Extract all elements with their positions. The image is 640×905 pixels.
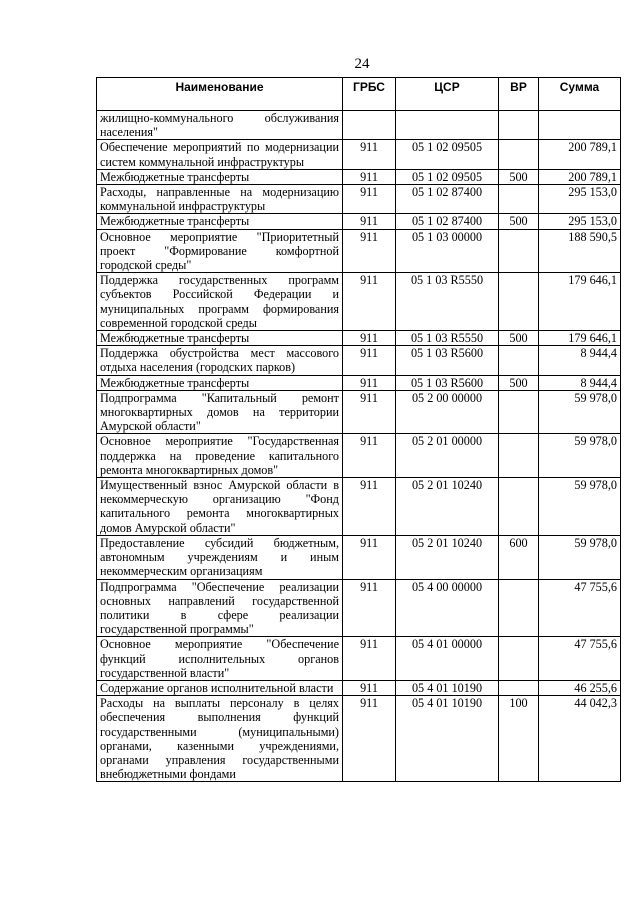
cell-name: Основное мероприятие "Приоритетный проект "Формирование комфортной городской среды" [97,229,343,273]
cell-name: жилищно-коммунального обслуживания населения" [97,111,343,140]
table-row [97,331,621,346]
cell-grbs: 911 [343,169,396,184]
table-row [97,390,621,434]
header-csr: ЦСР [396,78,499,111]
cell-grbs: 911 [343,140,396,169]
table-row [97,579,621,637]
table-row [97,169,621,184]
cell-grbs: 911 [343,478,396,536]
cell-sum: 8 944,4 [539,346,621,375]
cell-vr [499,140,539,169]
cell-csr: 05 1 03 R5550 [396,273,499,331]
cell-name: Межбюджетные трансферты [97,169,343,184]
cell-sum: 179 646,1 [539,273,621,331]
table-row [97,375,621,390]
cell-sum [539,111,621,140]
cell-sum: 200 789,1 [539,169,621,184]
cell-sum: 188 590,5 [539,229,621,273]
cell-csr: 05 1 02 87400 [396,185,499,214]
cell-vr [499,434,539,478]
cell-sum: 59 978,0 [539,434,621,478]
cell-sum: 46 255,6 [539,680,621,695]
cell-csr: 05 1 02 87400 [396,214,499,229]
table-row [97,346,621,375]
header-grbs: ГРБС [343,78,396,111]
cell-csr: 05 4 01 10190 [396,696,499,782]
cell-name: Обеспечение мероприятий по модернизации систем коммунальной инфраструктуры [97,140,343,169]
cell-vr [499,229,539,273]
cell-grbs: 911 [343,535,396,579]
cell-csr: 05 1 03 R5600 [396,346,499,375]
cell-name: Межбюджетные трансферты [97,375,343,390]
cell-csr: 05 4 01 10190 [396,680,499,695]
cell-csr: 05 1 03 00000 [396,229,499,273]
cell-grbs: 911 [343,185,396,214]
table-row [97,214,621,229]
cell-sum: 47 755,6 [539,637,621,681]
cell-csr: 05 2 01 10240 [396,535,499,579]
cell-sum: 179 646,1 [539,331,621,346]
header-vr: ВР [499,78,539,111]
cell-vr [499,579,539,637]
table-body [97,111,621,782]
cell-grbs: 911 [343,273,396,331]
cell-sum: 295 153,0 [539,185,621,214]
cell-name: Поддержка государственных программ субъектов Российской Федерации и муниципальных программ формирования современной городской среды [97,273,343,331]
cell-vr [499,185,539,214]
header-name: Наименование [97,78,343,111]
cell-grbs: 911 [343,434,396,478]
cell-grbs: 911 [343,346,396,375]
cell-csr [396,111,499,140]
cell-grbs [343,111,396,140]
header-sum: Сумма [539,78,621,111]
cell-vr [499,680,539,695]
cell-vr: 500 [499,331,539,346]
cell-vr: 500 [499,214,539,229]
cell-name: Расходы, направленные на модернизацию коммунальной инфраструктуры [97,185,343,214]
cell-grbs: 911 [343,214,396,229]
cell-grbs: 911 [343,680,396,695]
cell-name: Поддержка обустройства мест массового отдыха населения (городских парков) [97,346,343,375]
cell-sum: 59 978,0 [539,478,621,536]
cell-vr: 500 [499,169,539,184]
cell-name: Межбюджетные трансферты [97,331,343,346]
table-row [97,680,621,695]
cell-csr: 05 2 01 10240 [396,478,499,536]
cell-name: Межбюджетные трансферты [97,214,343,229]
cell-csr: 05 1 02 09505 [396,169,499,184]
cell-name: Содержание органов исполнительной власти [97,680,343,695]
cell-sum: 44 042,3 [539,696,621,782]
cell-vr: 100 [499,696,539,782]
cell-vr: 500 [499,375,539,390]
cell-sum: 200 789,1 [539,140,621,169]
cell-vr [499,637,539,681]
table-row [97,637,621,681]
cell-grbs: 911 [343,390,396,434]
cell-grbs: 911 [343,331,396,346]
cell-sum: 8 944,4 [539,375,621,390]
cell-csr: 05 2 00 00000 [396,390,499,434]
cell-sum: 59 978,0 [539,390,621,434]
cell-name: Подпрограмма "Обеспечение реализации основных направлений государственной политики в сфере реализации государственной программы" [97,579,343,637]
cell-grbs: 911 [343,579,396,637]
cell-vr [499,273,539,331]
cell-sum: 295 153,0 [539,214,621,229]
cell-vr: 600 [499,535,539,579]
cell-grbs: 911 [343,229,396,273]
cell-grbs: 911 [343,375,396,390]
cell-vr [499,111,539,140]
table-row [97,185,621,214]
table-row [97,229,621,273]
cell-name: Имущественный взнос Амурской области в некоммерческую организацию "Фонд капитального ремонта многоквартирных домов Амурской области" [97,478,343,536]
cell-csr: 05 4 01 00000 [396,637,499,681]
cell-grbs: 911 [343,696,396,782]
cell-csr: 05 2 01 00000 [396,434,499,478]
cell-name: Расходы на выплаты персоналу в целях обеспечения выполнения функций государственными (муниципальными) органами, казенными учреждениями, органами управления государственными внебюджетными фондами [97,696,343,782]
budget-table [96,77,621,782]
cell-sum: 59 978,0 [539,535,621,579]
cell-grbs: 911 [343,637,396,681]
cell-vr [499,346,539,375]
cell-csr: 05 1 03 R5600 [396,375,499,390]
cell-name: Предоставление субсидий бюджетным, автономным учреждениям и иным некоммерческим организациям [97,535,343,579]
cell-vr [499,390,539,434]
cell-sum: 47 755,6 [539,579,621,637]
page-number: 24 [354,56,370,72]
cell-csr: 05 4 00 00000 [396,579,499,637]
table-row [97,434,621,478]
table-row [97,273,621,331]
cell-name: Основное мероприятие "Государственная поддержка на проведение капитального ремонта многоквартирных домов" [97,434,343,478]
table-row [97,111,621,140]
cell-csr: 05 1 03 R5550 [396,331,499,346]
table-row [97,696,621,782]
table-header-row [97,78,621,111]
table-row [97,535,621,579]
cell-vr [499,478,539,536]
cell-csr: 05 1 02 09505 [396,140,499,169]
table-row [97,140,621,169]
table-row [97,478,621,536]
cell-name: Основное мероприятие "Обеспечение функций исполнительных органов государственной власти" [97,637,343,681]
cell-name: Подпрограмма "Капитальный ремонт многоквартирных домов на территории Амурской области" [97,390,343,434]
